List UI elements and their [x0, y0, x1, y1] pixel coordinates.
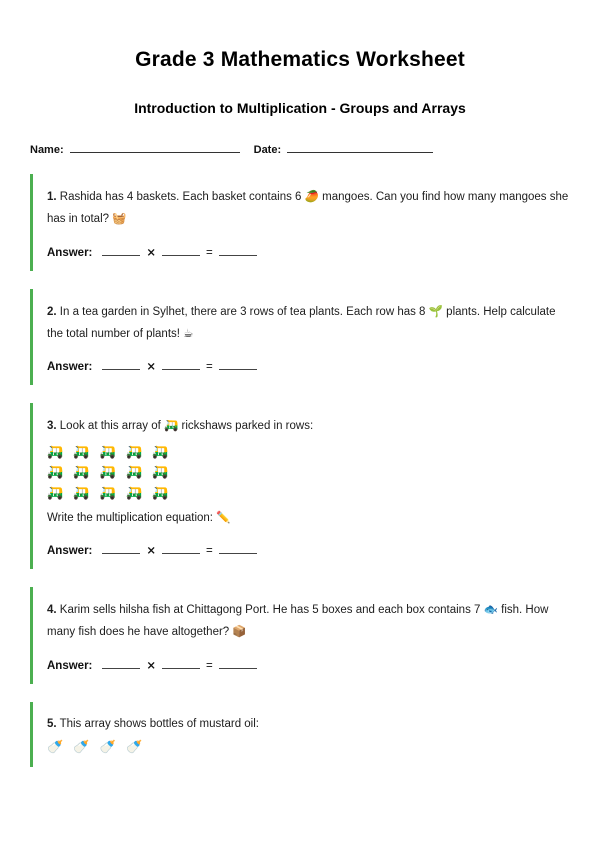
question-text-part: Rashida has 4 baskets. Each basket contains 6 [56, 191, 305, 203]
question-number: 2. [47, 305, 57, 318]
equals-symbol: = [206, 659, 213, 672]
multiply-symbol: × [146, 359, 157, 374]
answer-label: Answer: [47, 545, 93, 558]
answer-blank-1[interactable] [102, 369, 140, 370]
answer-row [47, 543, 570, 557]
question-number: 5. [47, 717, 57, 730]
array-row: 🛺 🛺 🛺 🛺 🛺 [47, 465, 172, 481]
question-text [47, 415, 570, 437]
question-text-part: mangoes. Can you find how many mangoes she has in total? [47, 191, 569, 226]
answer-blank-1[interactable] [102, 668, 140, 669]
equals-symbol: = [206, 545, 213, 558]
fish-icon: 🐟 [483, 602, 498, 617]
answer-label: Answer: [47, 659, 93, 672]
question-number: 3. [47, 420, 57, 433]
answer-blank-1[interactable] [102, 255, 140, 256]
name-date-row [30, 144, 570, 156]
multiply-symbol: × [146, 657, 157, 672]
mango-icon: 🥭 [304, 189, 319, 203]
question-text [47, 599, 570, 644]
pencil-icon: ✏️ [216, 509, 231, 524]
answer-blank-2[interactable] [162, 369, 200, 370]
problem-item [30, 289, 570, 386]
problem-item [30, 174, 570, 271]
answer-blank-1[interactable] [102, 553, 140, 554]
answer-label: Answer: [47, 246, 93, 259]
problem-item [30, 702, 570, 767]
problem-item [30, 587, 570, 684]
question-text-part: This array shows bottles of mustard oil: [56, 717, 259, 730]
problem-item [30, 403, 570, 569]
question-text [47, 714, 570, 735]
question-number: 4. [47, 604, 57, 617]
answer-blank-3[interactable] [219, 255, 257, 256]
basket-icon: 🧺 [112, 211, 127, 226]
multiply-symbol: × [146, 543, 157, 558]
answer-blank-3[interactable] [219, 668, 257, 669]
question-text-part: rickshaws parked in rows: [178, 420, 314, 433]
box-icon: 📦 [232, 624, 247, 639]
date-input[interactable] [287, 152, 433, 153]
rickshaw-icon: 🛺 [163, 418, 179, 433]
question-text-part: Look at this array of [56, 420, 164, 433]
question-text-part: Karim sells hilsha fish at Chittagong Port. He has 5 boxes and each box contains 7 [56, 604, 484, 617]
answer-row [47, 658, 570, 672]
equals-symbol: = [206, 361, 213, 374]
equals-symbol: = [206, 246, 213, 259]
answer-blank-3[interactable] [219, 369, 257, 370]
tea-cup-icon: ☕ [183, 325, 194, 340]
page-title: Grade 3 Mathematics Worksheet [135, 48, 465, 71]
question-text-part: fish. How many fish does he have altogether? [47, 604, 549, 639]
question-number: 1. [47, 191, 57, 203]
answer-blank-2[interactable] [162, 255, 200, 256]
answer-label: Answer: [47, 361, 93, 374]
question-text-part: Write the multiplication equation: [47, 511, 217, 524]
answer-blank-2[interactable] [162, 668, 200, 669]
date-label: Date: [253, 144, 282, 156]
seedling-icon: 🌱 [428, 303, 443, 318]
question-text-part: In a tea garden in Sylhet, there are 3 rows of tea plants. Each row has 8 [56, 305, 429, 318]
name-input[interactable] [70, 152, 240, 153]
array-row: 🛺 🛺 🛺 🛺 🛺 [47, 485, 172, 501]
answer-row [47, 359, 570, 373]
array-row: 🛺 🛺 🛺 🛺 🛺 [47, 445, 172, 461]
rickshaw-array [47, 443, 570, 503]
question-text [47, 186, 570, 231]
page-subtitle: Introduction to Multiplication - Groups and Arrays [134, 100, 466, 116]
answer-blank-2[interactable] [162, 553, 200, 554]
answer-row [47, 245, 570, 259]
question-text-part: plants. Help calculate the total number of plants! [47, 305, 556, 340]
name-label: Name: [30, 144, 64, 156]
problem-list [30, 174, 570, 767]
bottle-array-row: 🍼 🍼 🍼 🍼 [47, 739, 146, 755]
answer-blank-3[interactable] [219, 553, 257, 554]
multiply-symbol: × [146, 244, 157, 259]
question-text [47, 301, 570, 346]
question-followup [47, 507, 570, 529]
